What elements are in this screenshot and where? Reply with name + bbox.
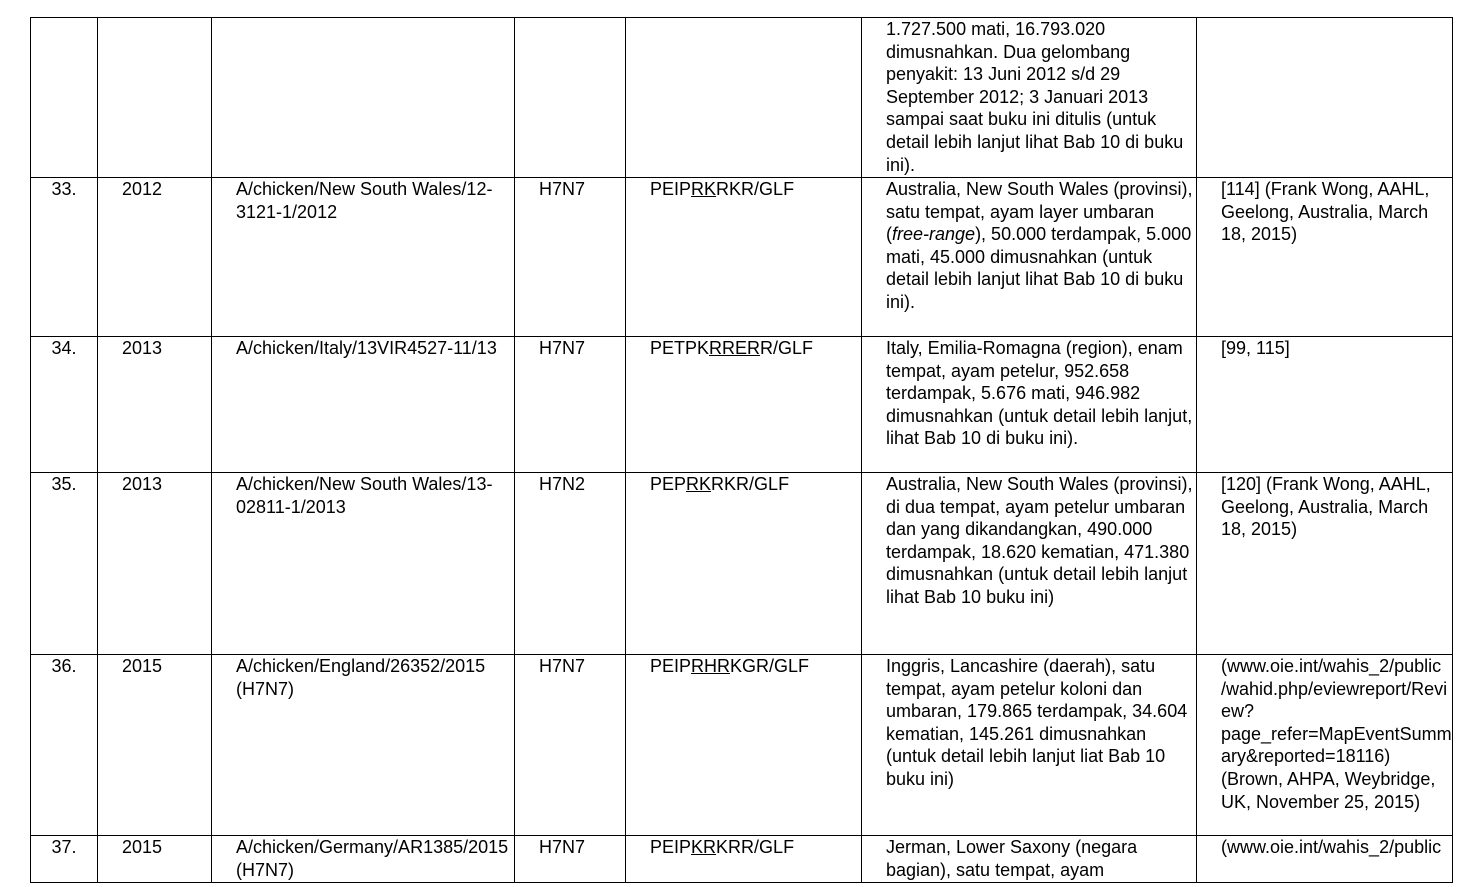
seq-suffix: RKR/GLF [716, 179, 795, 199]
seq-prefix: PEIP [650, 179, 692, 199]
location-text: Australia, New South Wales (provinsi), satu tempat, ayam layer umbaran ( [886, 179, 1193, 245]
seq-suffix: KRR/GLF [716, 837, 795, 857]
strain-cell: A/chicken/New South Wales/12-3121-1/2012 [212, 178, 515, 337]
cleavage-site-cell [626, 178, 862, 337]
seq-basic-residues: KR [691, 837, 717, 857]
year-cell: 2012 [98, 178, 212, 337]
location-cell: Australia, New South Wales (provinsi), di dua tempat, ayam petelur umbaran dan yang dikandangkan, 490.000 terdampak, 18.620 kematian, 471.380 dimusnahkan (untuk detail lebih lanjut lihat Bab 10 buku ini) [862, 473, 1197, 655]
cleavage-site-cell [626, 337, 862, 473]
row-number [31, 18, 98, 178]
year-cell: 2015 [98, 836, 212, 883]
seq-basic-residues: RRER [709, 338, 761, 358]
seq-basic-residues: RK [686, 474, 712, 494]
seq-basic-residues: RK [691, 179, 717, 199]
reference-cell: (www.oie.int/wahis_2/public [1197, 836, 1453, 883]
location-text: ), 50.000 terdampak, 5.000 mati, 45.000 dimusnahkan (untuk detail lebih lanjut lihat Bab 10 di buku ini). [886, 224, 1192, 312]
reference-cell: [99, 115] [1197, 337, 1453, 473]
location-cell: Jerman, Lower Saxony (negara bagian), satu tempat, ayam [862, 836, 1197, 883]
cleavage-site-cell [626, 655, 862, 836]
subtype-cell: H7N2 [515, 473, 626, 655]
year-cell: 2013 [98, 473, 212, 655]
outbreak-table [30, 17, 1453, 883]
cleavage-site-cell [626, 836, 862, 883]
year-cell: 2015 [98, 655, 212, 836]
table-row [31, 18, 1453, 178]
location-cell [862, 178, 1197, 337]
row-number: 37. [31, 836, 98, 883]
row-number: 35. [31, 473, 98, 655]
reference-cell: (www.oie.int/wahis_2/public /wahid.php/eviewreport/Review?page_refer=MapEventSummary&reported=18116)(Brown, AHPA, Weybridge, UK, November 25, 2015) [1197, 655, 1453, 836]
cleavage-site-cell [626, 18, 862, 178]
seq-suffix: KGR/GLF [730, 656, 810, 676]
cleavage-site-cell [626, 473, 862, 655]
subtype-cell: H7N7 [515, 337, 626, 473]
seq-basic-residues: RHR [691, 656, 731, 676]
table-row [31, 655, 1453, 836]
year-cell [98, 18, 212, 178]
strain-cell [212, 18, 515, 178]
year-cell: 2013 [98, 337, 212, 473]
table-row [31, 178, 1453, 337]
table-row [31, 836, 1453, 883]
location-cell: Inggris, Lancashire (daerah), satu tempat, ayam petelur koloni dan umbaran, 179.865 terdampak, 34.604 kematian, 145.261 dimusnahkan (untuk detail lebih lanjut liat Bab 10 buku ini) [862, 655, 1197, 836]
location-cell: Italy, Emilia-Romagna (region), enam tempat, ayam petelur, 952.658 terdampak, 5.676 mati, 946.982 dimusnahkan (untuk detail lebih lanjut, lihat Bab 10 di buku ini). [862, 337, 1197, 473]
subtype-cell: H7N7 [515, 655, 626, 836]
row-number: 33. [31, 178, 98, 337]
subtype-cell: H7N7 [515, 836, 626, 883]
strain-cell: A/chicken/England/26352/2015 (H7N7) [212, 655, 515, 836]
reference-cell: [120] (Frank Wong, AAHL, Geelong, Australia, March 18, 2015) [1197, 473, 1453, 655]
seq-prefix: PEIP [650, 837, 692, 857]
reference-cell: [114] (Frank Wong, AAHL, Geelong, Australia, March 18, 2015) [1197, 178, 1453, 337]
location-emphasis: free-range [892, 224, 976, 245]
strain-cell: A/chicken/Italy/13VIR4527-11/13 [212, 337, 515, 473]
seq-suffix: R/GLF [760, 338, 814, 358]
row-number: 34. [31, 337, 98, 473]
seq-suffix: RKR/GLF [711, 474, 790, 494]
location-cell: 1.727.500 mati, 16.793.020 dimusnahkan. Dua gelombang penyakit: 13 Juni 2012 s/d 29 September 2012; 3 Januari 2013 sampai saat buku ini ditulis (untuk detail lebih lanjut lihat Bab 10 di buku ini). [862, 18, 1197, 178]
reference-cell [1197, 18, 1453, 178]
seq-prefix: PEIP [650, 656, 692, 676]
seq-prefix: PETPK [650, 338, 710, 358]
strain-cell: A/chicken/New South Wales/13-02811-1/2013 [212, 473, 515, 655]
row-number: 36. [31, 655, 98, 836]
subtype-cell [515, 18, 626, 178]
table-row [31, 337, 1453, 473]
subtype-cell: H7N7 [515, 178, 626, 337]
table-row [31, 473, 1453, 655]
seq-prefix: PEP [650, 474, 687, 494]
strain-cell: A/chicken/Germany/AR1385/2015 (H7N7) [212, 836, 515, 883]
